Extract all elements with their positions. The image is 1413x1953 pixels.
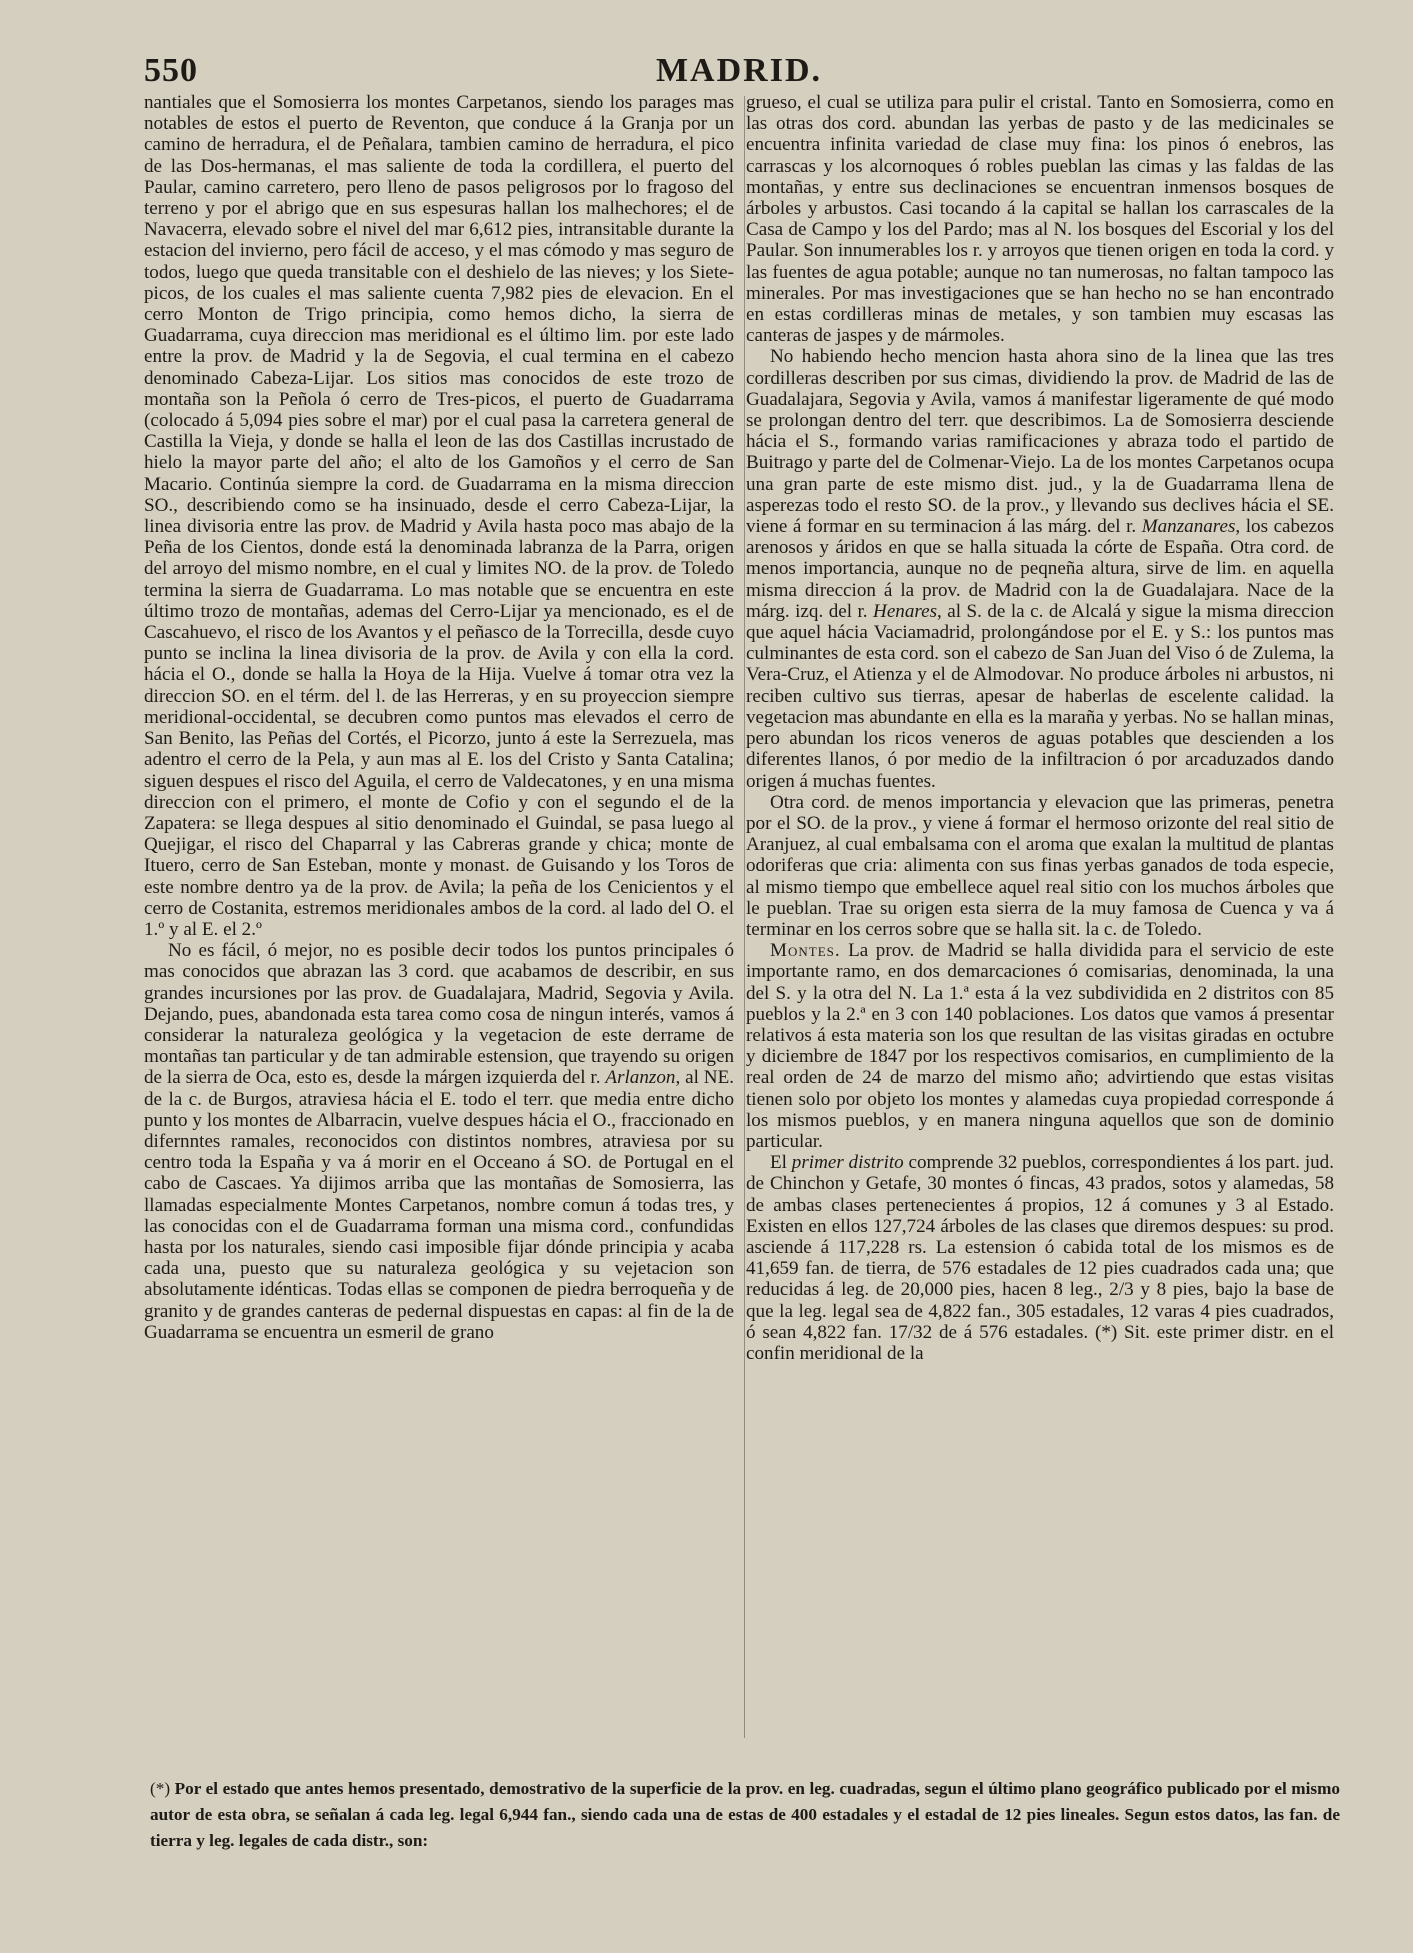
river-arlanzon: Arlanzon [605,1067,676,1089]
running-head: MADRID. [655,52,823,89]
left-paragraph-2-tail: , al NE. de la c. de Burgos, atraviesa hácia el E. todo el terr. que media entre dicho punto y los montes de Albarracin, vuelve despues hácia el O., fraccionado en difernntes ramales, reconocidos con distintos nombres, atraviesa por su centro toda la España y va á morir en el Occeano á SO. de Portugal en el cabo de Cascaes. Ya dijimos arriba que las montañas de Somosierra, las llamadas especialmente Montes Carpetanos, nombre comun á todas tres, y las conocidas con el de Guadarrama forman una misma cord., confundidas hasta por los naturales, siendo casi imposible fijar dónde principia y acaba cada una, puesto que su naturaleza geológica y su vejetacion son absolutamente idénticas. Todas ellas se componen de piedra berroqueña y de granito y de grandes canteras de pedernal dispuestas en capas: al fin de la de Guadarrama se encuentra un esmeril de grano [144,1067,735,1343]
right-paragraph-4-text: La prov. de Madrid se halla dividida para el servicio de este importante ramo, en dos demarcaciones ó comisarias, denominada, la una del S. y la otra del N. La 1.ª esta á la vez subdividida en 2 distritos con 85 pueblos y la 2.ª en 3 con 140 poblaciones. Los datos que vamos á presentar relativos á esta materia son los que resultan de las visitas giradas en octubre y diciembre de 1847 por los respectivos comisarios, en cumplimiento de la real orden de 24 de marzo del mismo año; advirtiendo que estas visitas tienen solo por objeto los montes y alamedas cuya propiedad corresponde á los mismos pueblos, y en manera ninguna aquellos que son de dominio particular. [746,940,1334,1152]
right-paragraph-2-b: , los cabezos arenosos y áridos en que se halla situada la córte de España. Otra cord. de menos importancia, aunque no de peqneña altura, sirve de lim. en aquella misma direccion á la prov. de Madrid con la de Guadalajara. Nace de la márg. izq. del r. [746,516,1334,622]
river-manzanares: Manzanares [1141,516,1236,538]
right-paragraph-2-a: No habiendo hecho mencion hasta ahora sino de la linea que las tres cordilleras describen por sus cimas, dividiendo la prov. de Madrid de las de Guadalajara, Segovia y Avila, vamos á manifestar ligeramente de qué modo se prolongan dentro del terr. que describimos. La de Somosierra desciende hácia el S., formando varias ramificaciones y abraza todo el partido de Buitrago y parte del de Colmenar-Viejo. La de los montes Carpetanos ocupa una gran parte de este mismo dist. jud., y la de Guadarrama llena de asperezas todo el resto SO. de la prov., y llevando sus declives hácia el SE. viene á formar en su terminacion á las márg. del r. [746,346,1334,538]
footnote-mark: (*) [150,1779,171,1798]
right-paragraph-5-text: comprende 32 pueblos, correspondientes á los part. jud. de Chinchon y Getafe, 30 montes ó fincas, 43 prados, sotos y alamedas, 58 de ambas clases pertenecientes á propios, 12 á comunes y 3 al Estado. Existen en ellos 127,724 árboles de las clases que diremos despues: su prod. asciende á 117,228 rs. La estension ó cabida total de los mismos es de 41,659 fan. de tierra, de 576 estadales de 12 pies cuadrados cada una; que reducidas á leg. de 20,000 pies, hacen 8 leg., 2/3 y 8 pies, bajo la base de que la leg. legal sea de 4,822 fan., 305 estadales, 12 varas 4 pies cuadrados, ó sean 4,822 fan. 17/32 de á 576 estadales. (*) Sit. este primer distr. en el confin meridional de la [746,1152,1334,1364]
footnote-text: Por el estado que antes hemos presentado, demostrativo de la superficie de la prov. en leg. cuadradas, segun el último plano geográfico publicado por el mismo autor de esta obra, se señalan á cada leg. legal 6,944 fan., siendo cada una de estas de 400 estadales y el estadal de 12 pies lineales. Segun estos datos, las fan. de tierra y leg. legales de cada distr., son: [150,1779,1340,1850]
left-column [144,92,734,1343]
section-heading-montes: Montes. [770,940,841,962]
left-paragraph-2-text: No es fácil, ó mejor, no es posible decir todos los puntos principales ó mas conocidos que abrazan las 3 cord. que acabamos de describir, en sus grandes incursiones por las prov. de Guadalajara, Madrid, Segovia y Avila. Dejando, pues, abandonada esta tarea como cosa de ningun interés, vamos á considerar la naturaleza geológica y la vegetacion de este derrame de montañas tan particular y de tan admirable estension, que trayendo su origen de la sierra de Oca, esto es, desde la márgen izquierda del r. [144,940,734,1089]
left-paragraph-2 [144,940,734,1343]
right-paragraph-3: Otra cord. de menos importancia y elevacion que las primeras, penetra por el SO. de la prov., y viene á formar el hermoso orizonte del real sitio de Aranjuez, al cual embalsama con el aroma que exalan la multitud de plantas odoriferas que cria: alimenta con sus finas yerbas ganados de toda especie, al mismo tiempo que embellece aquel real sitio con los muchos árboles que le pueblan. Trae su origen esta sierra de la muy famosa de Cuenca y va á terminar en los cerros sobre que se halla sit. la c. de Toledo. [746,791,1334,940]
right-paragraph-5 [746,1152,1334,1364]
right-column [746,92,1334,1364]
river-henares: Henares [873,600,938,622]
right-paragraph-2 [746,346,1334,791]
left-paragraph-1: nantiales que el Somosierra los montes Carpetanos, siendo los parages mas notables de estos el puerto de Reventon, que conduce á la Granja por un camino de herradura, el de Peñalara, tambien camino de herradura, el pico de las Dos-hermanas, el mas saliente de toda la cordillera, el puerto del Paular, camino carretero, pero lleno de pasos peligrosos por lo fragoso del terreno y por el abrigo que en sus espesuras hallan los malhechores; el de Navacerra, elevado sobre el nivel del mar 6,612 pies, intransitable durante la estacion del invierno, pero fácil de acceso, y el mas cómodo y mas seguro de todos, luego que queda transitable con el deshielo de las nieves; y los Siete-picos, de los cuales el mas saliente cuenta 7,982 pies de elevacion. En el cerro Monton de Trigo principia, como hemos dicho, la sierra de Guadarrama, cuya direccion mas meridional es el último lim. por este lado entre la prov. de Madrid y la de Segovia, el cual termina en el cabezo denominado Cabeza-Lijar. Los sitios mas conocidos de este trozo de montaña son la Peñola ó cerro de Tres-picos, el puerto de Guadarrama (colocado á 5,094 pies sobre el mar) por el cual pasa la carretera general de Castilla la Vieja, y donde se halla el leon de las dos Castillas incrustado de hielo la mayor parte del año; el alto de los Gamoños y el cerro de San Macario. Continúa siempre la cord. de Guadarrama en la misma direccion SO., describiendo como se ha insinuado, desde el cerro Cabeza-Lijar, la linea divisoria entre las prov. de Madrid y Avila hasta poco mas abajo de la Peña de los Cientos, donde está la denominada labranza de la Parra, origen del arroyo del mismo nombre, en el cual y limites NO. de la prov. de Toledo termina la sierra de Guadarrama. Lo mas notable que se encuentra en este último trozo de montañas, ademas del Cerro-Lijar ya mencionado, es el de Cascahuevo, el risco de los Avantos y el peñasco de la Torrecilla, desde cuyo punto se inclina la linea divisoria de la prov. de Avila y con ella la cord. hácia el O., donde se halla la Hoya de la Hija. Vuelve á tomar otra vez la direccion SO. en el térm. del l. de las Herreras, y en su proyeccion siempre meridional-occidental, se decubren como puntos mas elevados el cerro de San Benito, las Peñas del Cortés, el Picorzo, junto á este la Serrezuela, mas adentro el cerro de la Pela, y aun mas al E. los del Cristo y Santa Catalina; siguen despues el risco del Aguila, el cerro de Valdecatones, y en una misma direccion con el primero, el monte de Cofio y con el segundo el de la Zapatera: se llega despues al sitio denominado el Guindal, se pasa luego al Quejigar, el risco del Chaparral y las Cabreras grande y chica; monte de Ituero, cerro de San Esteban, monte y monast. de Guisando y los Toros de este nombre dentro ya de la prov. de Avila; la peña de los Cenicientos y el cerro de Costanita, estremos meridionales ambos de la cord. al lado del O. el 1.º y al E. el 2.º [144,92,734,940]
text-columns [144,92,1334,1742]
right-paragraph-5-lead: El [770,1152,792,1174]
right-paragraph-1: grueso, el cual se utiliza para pulir el cristal. Tanto en Somosierra, como en las otras dos cord. abundan las yerbas de pasto y de las medicinales se encuentra infinita variedad de clase muy fina: los pinos ó enebros, las carrascas y los alcornoques ó robles pueblan las cimas y las faldas de las montañas, y entre sus declinaciones se encuentran inmensos bosques de árboles y arbustos. Casi tocando á la capital se hallan los carrascales de la Casa de Campo y los del Pardo; mas al N. los bosques del Escorial y los del Paular. Son innumerables los r. y arroyos que tienen origen en toda la cord. y las fuentes de agua potable; aunque no tan numerosas, no faltan tampoco las minerales. Por mas investigaciones que se han hecho no se han encontrado en estas cordilleras minas de metales, y son tambien muy escasas las canteras de jaspes y de mármoles. [746,92,1334,347]
footnote [150,1776,1340,1854]
right-paragraph-4 [746,940,1334,1152]
primer-distrito: primer distrito [791,1152,904,1174]
page-header [144,52,1334,92]
page-number: 550 [144,52,198,89]
right-paragraph-2-c: , al S. de la c. de Alcalá y sigue la misma direccion que aquel hácia Vaciamadrid, prolongándose por el E. y S.: los puntos mas culminantes de esta cord. son el cabezo de San Juan del Viso ó de Zulema, la Vera-Cruz, el Atienza y el de Almodovar. No produce árboles ni arbustos, ni reciben cultivo sus tierras, apesar de haberlas de escelente calidad. la vegetacion mas abundante en ella es la maraña y yerbas. No se hallan minas, pero abundan los ricos veneros de aguas potables que descienden a los diferentes llanos, ó por medio de la infiltracion ó por arcaduzados dando origen á muchas fuentes. [746,600,1334,792]
